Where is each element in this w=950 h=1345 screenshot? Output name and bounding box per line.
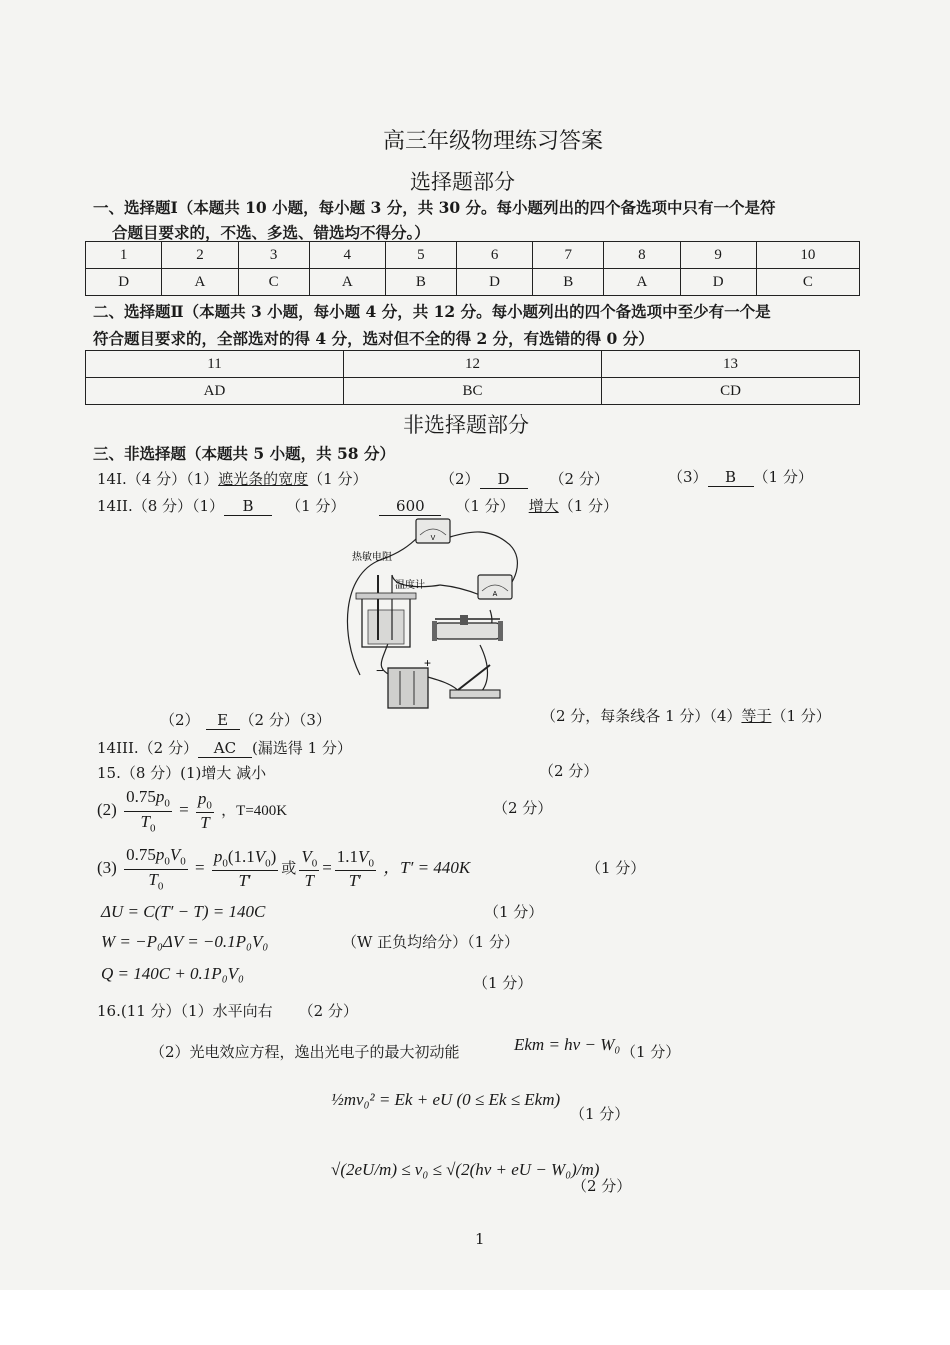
thermistor-label: 热敏电阻 <box>352 552 392 563</box>
fraction: $\frac{p_0(1.1V_0)}{T'}$ <box>213 846 277 891</box>
q15-label-2: (2) <box>97 799 117 819</box>
ammeter <box>478 575 512 599</box>
table-cell: 2 <box>162 242 238 269</box>
q14II-score-6: （1 分） <box>771 707 831 725</box>
q14II-part2 <box>160 709 331 730</box>
part2-heading-line1: 二、选择题Ⅱ（本题共 3 小题，每小题 4 分，共 12 分。每小题列出的四个备选项中至少有一个是 <box>93 302 771 321</box>
part2-answer-table <box>85 350 860 405</box>
q14II-label-2: （2） <box>160 711 200 729</box>
q15-score-2: （2 分） <box>493 799 553 817</box>
part3-heading: 三、非选择题（本题共 5 小题，共 58 分） <box>93 444 395 463</box>
circuit-figure <box>340 515 530 713</box>
q16-score-3: （1 分） <box>570 1105 630 1123</box>
q14I-line <box>97 468 367 489</box>
table-cell: A <box>604 269 680 296</box>
q14III-answer: AC <box>198 741 252 758</box>
q14I-answer-1: 遮光条的宽度 <box>218 470 309 488</box>
table-row-numbers <box>86 242 860 269</box>
table-cell: BC <box>344 378 602 405</box>
q14II-part4 <box>541 705 831 726</box>
table-cell: B <box>533 269 604 296</box>
q14II-answer-2: 600 <box>379 499 441 516</box>
table-cell: 7 <box>533 242 604 269</box>
table-cell: 12 <box>344 351 602 378</box>
q14II-answer-1: B <box>224 499 272 516</box>
q15-score-4: （1 分） <box>484 903 544 921</box>
q14II-answer-4: E <box>206 713 240 730</box>
table-cell: 11 <box>86 351 344 378</box>
q15-eq2-result: ，T=400K <box>221 802 288 819</box>
page-number: 1 <box>475 1230 485 1248</box>
rheostat <box>432 615 503 641</box>
q14I-answer-2: D <box>480 472 528 489</box>
table-cell: 9 <box>680 242 756 269</box>
q14II-answer-3: 增大 <box>528 497 559 515</box>
part2-heading-line2: 符合题目要求的，全部选对的得 4 分，选对但不全的得 2 分，有选错的得 0 分） <box>93 329 654 348</box>
page-title: 高三年级物理练习答案 <box>383 129 604 154</box>
q15-eq6: Q = 140C + 0.1P₀V₀ <box>101 964 244 983</box>
q14I-label: 14I.（4 分）（1） <box>97 470 219 488</box>
table-cell: B <box>385 269 456 296</box>
part1-answer-table <box>85 241 860 296</box>
table-cell: A <box>309 269 385 296</box>
table-cell: C <box>238 269 309 296</box>
q14I-label-3: （3） <box>668 468 708 486</box>
thermometer-label: 温度计 <box>395 580 425 591</box>
battery <box>376 656 431 708</box>
q16-eq2: ½mv₀² = Ek + eU (0 ≤ Ek ≤ Ekm) <box>331 1090 561 1109</box>
q14II-label: 14II.（8 分）（1） <box>97 497 225 515</box>
table-cell: CD <box>602 378 860 405</box>
q14II-line <box>97 495 618 516</box>
wire <box>440 585 480 595</box>
fraction: $\frac{p_0}{T}$ <box>197 788 212 833</box>
table-cell: D <box>86 269 162 296</box>
table-cell: 5 <box>385 242 456 269</box>
part1-heading-line2: 合题目要求的，不选、多选、错选均不得分。） <box>112 223 430 242</box>
part1-heading-line1: 一、选择题Ⅰ（本题共 10 小题，每小题 3 分，共 30 分。每小题列出的四个备选项中只有一个是符 <box>93 198 776 217</box>
q16-eq3: √(2eU/m) ≤ v₀ ≤ √(2(hν + eU − W₀)/m) <box>331 1160 600 1179</box>
table-cell: 6 <box>456 242 532 269</box>
q14I-answer-3: B <box>708 470 754 487</box>
table-cell: 3 <box>238 242 309 269</box>
table-cell: 8 <box>604 242 680 269</box>
fraction: $\frac{0.75p_0}{T_0}$ <box>126 787 170 834</box>
table-cell: AD <box>86 378 344 405</box>
q16-score-1: （2 分） <box>298 1002 358 1020</box>
table-row-answers <box>86 378 860 405</box>
q15-score-1: （2 分） <box>539 762 599 780</box>
q15-eq4: ΔU = C(T′ − T) = 140C <box>101 902 266 921</box>
table-cell: 4 <box>309 242 385 269</box>
section-title-nonchoice: 非选择题部分 <box>403 413 529 437</box>
q14I-score-3: （1 分） <box>753 468 813 486</box>
q14I-label-2: （2） <box>440 470 480 488</box>
q16-line2 <box>150 1041 460 1062</box>
q14II-score-1: （1 分） <box>286 497 346 515</box>
q14I-part2 <box>440 468 609 489</box>
q16-score-4: （2 分） <box>572 1177 632 1195</box>
q14II-answer-5: 等于 <box>741 707 772 725</box>
q14II-score-4: （2 分）（3） <box>239 711 331 729</box>
q15-label-3: (3) <box>97 857 117 877</box>
table-row-answers <box>86 269 860 296</box>
q16-line1 <box>97 1000 358 1021</box>
battery-plus-label: + <box>424 656 432 670</box>
switch <box>450 665 500 698</box>
q16-score-2: （1 分） <box>621 1043 681 1061</box>
q15-eq3: (3) $\frac{0.75p_0V_0}{T_0}$ = $\frac{p_0(1.1V_0)}{T'}$ 或 $\frac{V_0}{T}$ = $\frac{1.1V_0}{T'}$ ，T′ = 440K <box>97 845 471 892</box>
q14II-score-5: （2 分，每条线各 1 分）（4） <box>541 707 742 725</box>
table-cell: D <box>456 269 532 296</box>
q15-eq3-result: ，T′ = 440K <box>383 857 471 877</box>
q15-line1: 15.（8 分）(1)增大 减小 <box>97 764 267 782</box>
table-cell: 10 <box>756 242 859 269</box>
ammeter-label: A <box>492 591 498 598</box>
table-cell: C <box>756 269 859 296</box>
fraction: $\frac{1.1V_0}{T'}$ <box>336 846 374 891</box>
q16-eq1: Ekm = hν − W₀ <box>514 1035 621 1054</box>
q15-note-5: （W 正负均给分）（1 分） <box>342 933 519 951</box>
q14III-line <box>97 737 352 758</box>
q16-label-1: 16.(11 分）（1）水平向右 <box>97 1002 273 1020</box>
fraction: $\frac{0.75p_0V_0}{T_0}$ <box>126 845 186 892</box>
q14II-score-2: （1 分） <box>455 497 515 515</box>
fraction: $\frac{V_0}{T}$ <box>301 846 318 891</box>
table-cell: D <box>680 269 756 296</box>
q14III-score: (漏选得 1 分） <box>251 739 352 757</box>
q14I-score-1: （1 分） <box>308 470 368 488</box>
table-cell: A <box>162 269 238 296</box>
q15-score-3: （1 分） <box>586 859 646 877</box>
q16-label-2: （2）光电效应方程，逸出光电子的最大初动能 <box>150 1043 460 1061</box>
table-cell: 13 <box>602 351 860 378</box>
q14II-score-3: （1 分） <box>558 497 619 515</box>
q14I-score-2: （2 分） <box>549 470 609 488</box>
table-cell: 1 <box>86 242 162 269</box>
battery-minus-label: − <box>376 663 384 678</box>
section-title-choice: 选择题部分 <box>410 170 515 194</box>
q15-score-6: （1 分） <box>473 974 533 992</box>
voltmeter <box>416 519 450 543</box>
q15-eq3-or: 或 <box>281 860 297 877</box>
q15-eq5: W = −P₀ΔV = −0.1P₀V₀ <box>101 932 269 951</box>
q14I-part3 <box>668 466 813 487</box>
table-row-numbers <box>86 351 860 378</box>
q15-eq2: (2) $\frac{0.75p_0}{T_0}$ = $\frac{p_0}{T}$ ，T=400K <box>97 787 288 834</box>
voltmeter-label: V <box>430 535 436 542</box>
q14III-label: 14III.（2 分） <box>97 739 198 757</box>
